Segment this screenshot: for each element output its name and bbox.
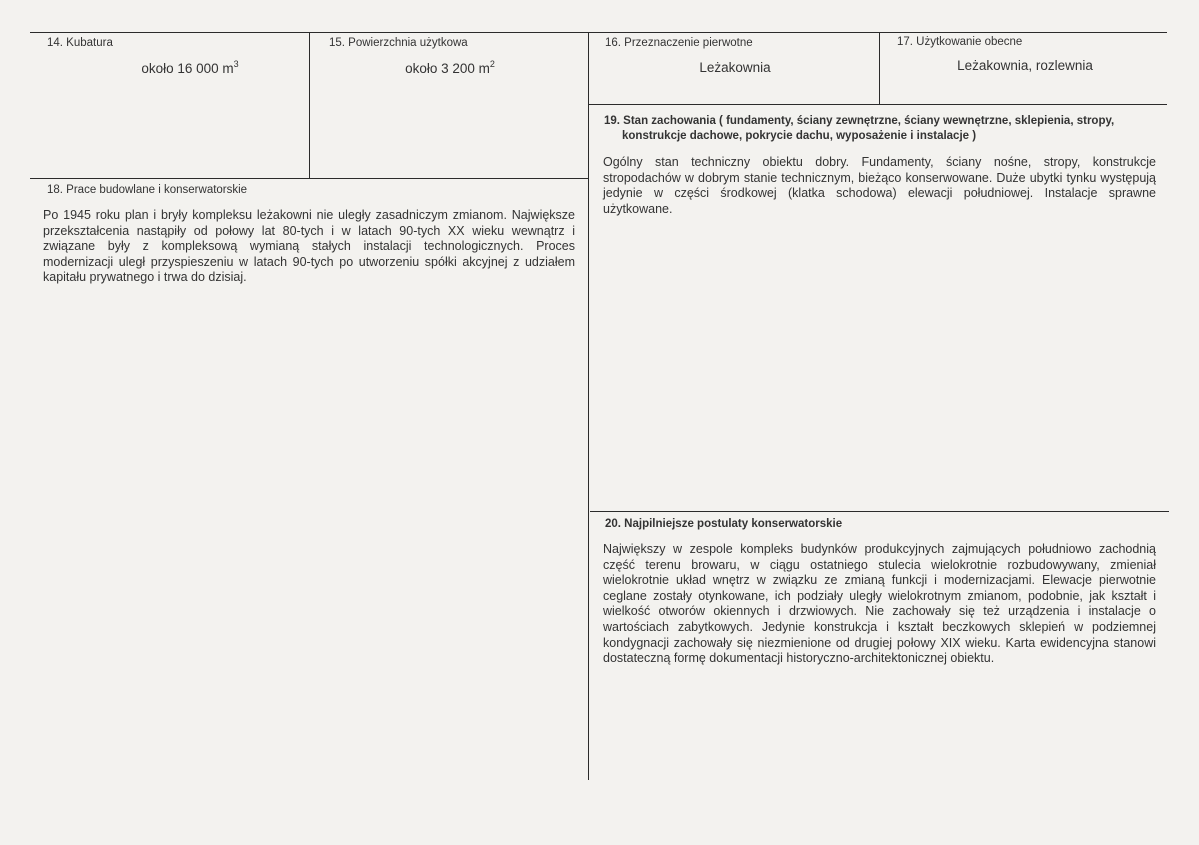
field-19-label-line2: konstrukcje dachowe, pokrycie dachu, wyposażenie i instalacje ) xyxy=(622,130,977,142)
field-18-label: 18. Prace budowlane i konserwatorskie xyxy=(47,184,248,196)
field-18-paragraph: Po 1945 roku plan i bryły kompleksu leżakowni nie uległy zasadniczym zmianom. Największe przekształcenia nastąpiły od połowy lat 80-tych i w latach 90-tych XX wieku wewnątrz i związane były z kompleksową wymianą stałych instalacji technologicznych. Proces modernizacji uległ przyspieszeniu w latach 90-tych po utworzeniu spółki akcyjnej z udziałem kapitału prywatnego i trwa do dzisiaj. xyxy=(43,208,575,285)
field-19-label-line1: 19. Stan zachowania ( fundamenty, ściany zewnętrzne, ściany wewnętrzne, sklepienia, stropy, xyxy=(604,115,1115,127)
field-15-value-text: około 3 200 m xyxy=(405,61,490,76)
field-20-label: 20. Najpilniejsze postulaty konserwatorskie xyxy=(605,518,843,530)
field-14-label: 14. Kubatura xyxy=(47,37,113,49)
field-16-label: 16. Przeznaczenie pierwotne xyxy=(605,37,753,49)
field-19-paragraph: Ogólny stan techniczny obiektu dobry. Fundamenty, ściany nośne, stropy, konstrukcje stropodachów w dobrym stanie technicznym, bieżąco konserwowane. Duże ubytki tynku występują jedynie w części środkowej (klatka schodowa) elewacji południowej. Instalacje sprawne użytkowane. xyxy=(603,155,1156,216)
field-18-text xyxy=(43,208,575,286)
divider-16-17 xyxy=(879,32,880,105)
top-rule xyxy=(30,32,1167,33)
rule-above-20 xyxy=(590,511,1169,512)
field-17-value: Leżakownia, rozlewnia xyxy=(957,58,1093,73)
field-20-paragraph: Największy w zespole kompleks budynków produkcyjnych zajmujących południowo zachodnią część terenu browaru, w ciągu ostatniego stulecia wielokrotnie rozbudowywany, zmieniał wielokrotnie układ wnętrz w związku ze zmianą funkcji i modernizacjami. Elewacje pierwotnie ceglane zostały otynkowane, ich podziały uległy wielokrotnym zmianom, podobnie, jak kształt i wielkość otworów okiennych i drzwiowych. Nie zachowały się też urządzenia i instalacje o wartościach zabytkowych. Jedynie konstrukcja i kształt beczkowych sklepień w podziemnej kondygnacji zachowały się niezmienione od drugiej połowy XIX wieku. Karta ewidencyjna stanowi dostateczną formę dokumentacji historyczno-architektonicznej obiektu. xyxy=(603,542,1156,666)
field-16-value: Leżakownia xyxy=(699,60,771,75)
divider-left-right xyxy=(588,32,589,780)
field-15-unit-exponent: 2 xyxy=(489,59,495,69)
field-19-text xyxy=(603,155,1156,217)
field-14-value xyxy=(100,59,280,76)
field-15-value xyxy=(360,59,540,76)
rule-under-16-17 xyxy=(588,104,1167,105)
field-17-label: 17. Użytkowanie obecne xyxy=(897,36,1023,48)
field-15-label: 15. Powierzchnia użytkowa xyxy=(329,37,468,49)
field-14-unit-exponent: 3 xyxy=(233,59,239,69)
divider-14-15 xyxy=(309,32,310,179)
field-20-text xyxy=(603,542,1156,667)
field-14-value-text: około 16 000 m xyxy=(141,61,234,76)
